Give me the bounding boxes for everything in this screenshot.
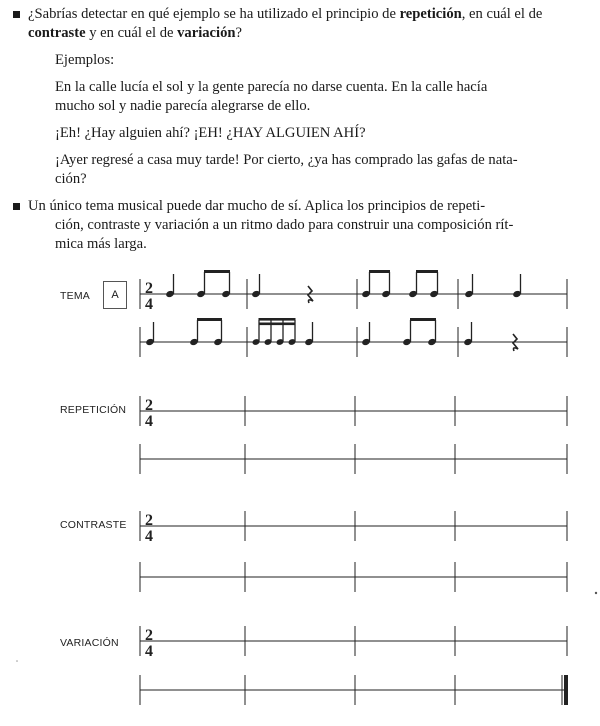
contraste-label: CONTRASTE: [60, 519, 127, 531]
time-signature-top: 2: [145, 512, 153, 529]
time-signature-bottom: 4: [145, 296, 153, 313]
bold-repeticion: repetición: [399, 6, 462, 22]
final-barline-thick: [564, 675, 568, 705]
time-signature-bottom: 4: [145, 528, 153, 545]
question-2-line-3: mica más larga.: [55, 236, 147, 252]
time-signature-top: 2: [145, 627, 153, 644]
time-signature-bottom: 4: [145, 643, 153, 660]
page-speck: [16, 660, 18, 662]
beam: [369, 270, 390, 273]
variacion-label: VARIACIÓN: [60, 637, 119, 649]
example-3-line-1: ¡Ayer regresé a casa muy tarde! Por cierto, ¿ya has comprado las gafas de nata-: [55, 152, 518, 168]
repeticion-label: REPETICIÓN: [60, 404, 127, 416]
tema-box: A: [103, 281, 127, 309]
beam: [204, 270, 230, 273]
time-signature-bottom: 4: [145, 413, 153, 430]
time-signature-top: 2: [145, 280, 153, 297]
question-2-line-1: Un único tema musical puede dar mucho de sí. Aplica los principios de repeti-: [28, 198, 486, 214]
beam: [197, 318, 222, 321]
example-3-line-2: ción?: [55, 171, 87, 187]
page-speck: [595, 592, 597, 594]
examples-label: Ejemplos:: [55, 52, 115, 68]
beam: [259, 323, 296, 326]
tema-label: TEMA: [60, 290, 90, 302]
example-1-line-2: mucho sol y nadie parecía alegrarse de ello.: [55, 98, 311, 114]
beam: [410, 318, 436, 321]
time-signature-top: 2: [145, 397, 153, 414]
bold-contraste: contraste: [28, 25, 86, 41]
example-2: ¡Eh! ¿Hay alguien ahí? ¡EH! ¿HAY ALGUIEN AHÍ?: [55, 125, 366, 141]
question-1-text: ¿Sabrías detectar en qué ejemplo se ha utilizado el principio de repetición, en cuál el de contraste y en cuál el de variación?: [28, 6, 543, 41]
beam: [416, 270, 438, 273]
example-1-line-1: En la calle lucía el sol y la gente parecía no darse cuenta. En la calle hacía: [55, 79, 488, 95]
question-2-line-2: ción, contraste y variación a un ritmo dado para construir una composición rít-: [55, 217, 514, 233]
beam: [259, 318, 296, 321]
bold-variacion: variación: [177, 25, 236, 41]
